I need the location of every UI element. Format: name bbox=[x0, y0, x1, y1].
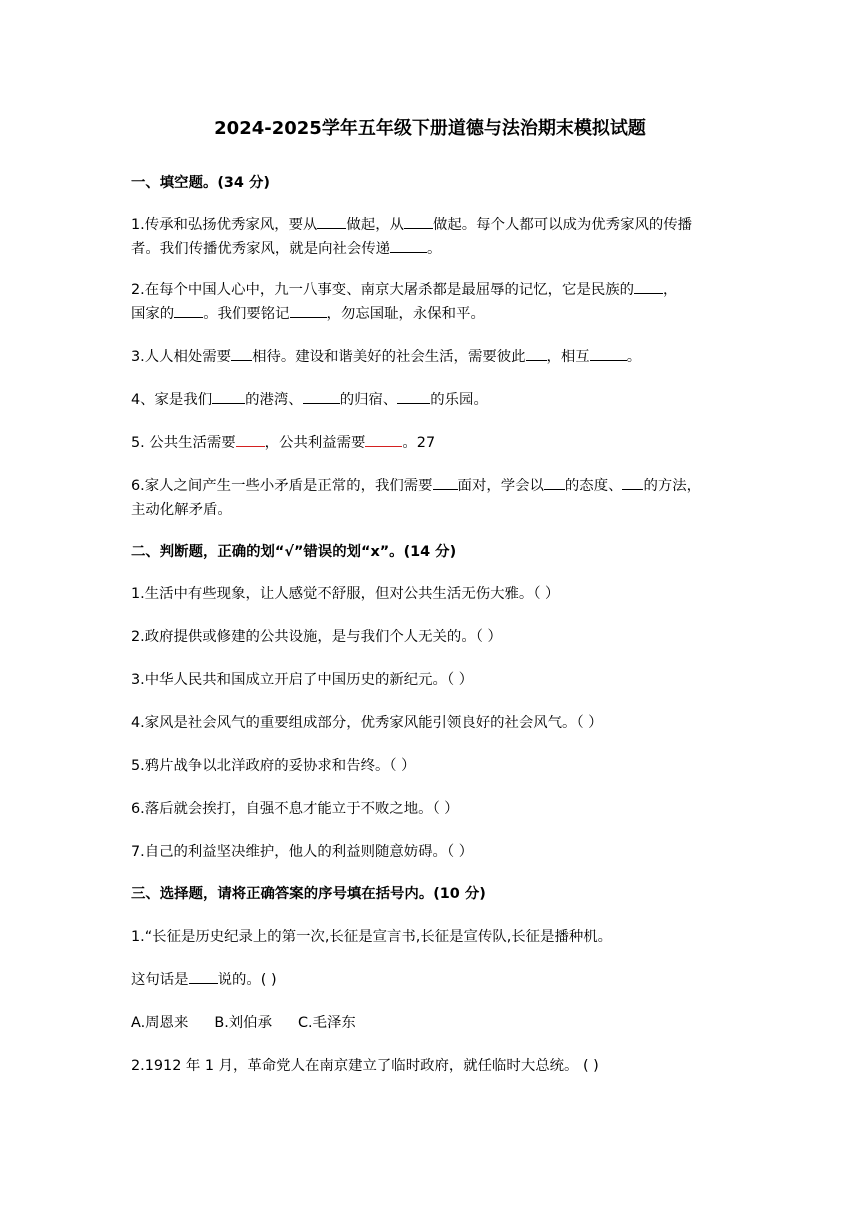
text: ，公共利益需要 bbox=[264, 435, 366, 451]
answer-blank[interactable] bbox=[590, 346, 627, 361]
tf-question-3: 3.中华人民共和国成立开启了中国历史的新纪元。（ ） bbox=[131, 672, 474, 688]
tf-question-5: 5.鸦片战争以北洋政府的妥协求和告终。（ ） bbox=[131, 758, 416, 774]
question-1-line1 bbox=[131, 214, 741, 237]
answer-blank[interactable] bbox=[404, 214, 433, 229]
text: ，相互 bbox=[546, 349, 590, 365]
question-2-line2 bbox=[131, 303, 741, 326]
section-heading-true-false: 二、判断题，正确的划“√”错误的划“x”。(14 分) bbox=[131, 544, 457, 560]
mc-question-2-line1: 2.1912 年 1 月，革命党人在南京建立了临时政府，就任临时大总统。 ( ) bbox=[131, 1058, 599, 1074]
mc-question-1-options bbox=[131, 1012, 741, 1035]
page-title: 2024-2025学年五年级下册道德与法治期末模拟试题 bbox=[214, 118, 646, 139]
question-6-line1 bbox=[131, 475, 741, 498]
text: ，勿忘国耻，永保和平。 bbox=[326, 306, 485, 322]
question-5 bbox=[131, 432, 741, 455]
text: 相待。建设和谐美好的社会生活，需要彼此 bbox=[252, 349, 526, 365]
option-a[interactable]: A.周恩来 bbox=[131, 1015, 189, 1031]
mc-question-1-line1: 1.“长征是历史纪录上的第一次,长征是宣言书,长征是宣传队,长征是播种机。 bbox=[131, 929, 613, 945]
tf-question-6: 6.落后就会挨打，自强不息才能立于不败之地。（ ） bbox=[131, 801, 459, 817]
text: 3.人人相处需要 bbox=[131, 349, 232, 365]
text: 的乐园。 bbox=[430, 392, 488, 408]
text: 做起，从 bbox=[346, 217, 404, 233]
section-heading-multiple-choice: 三、选择题，请将正确答案的序号填在括号内。(10 分) bbox=[131, 886, 486, 902]
text: 。 bbox=[427, 241, 442, 257]
mc-question-1-line2 bbox=[131, 969, 741, 992]
text: 5. 公共生活需要 bbox=[131, 435, 236, 451]
answer-blank[interactable] bbox=[544, 475, 565, 490]
text: 2.在每个中国人心中，九一八事变、南京大屠杀都是最屈辱的记忆，它是民族的 bbox=[131, 282, 635, 298]
text: 。 bbox=[626, 349, 642, 365]
answer-blank[interactable] bbox=[365, 432, 402, 447]
text: 。我们要铭记 bbox=[203, 306, 290, 322]
option-c[interactable]: C.毛泽东 bbox=[297, 1015, 356, 1031]
text: 这句话是 bbox=[131, 972, 189, 988]
tf-question-4: 4.家风是社会风气的重要组成部分，优秀家风能引领良好的社会风气。（ ） bbox=[131, 715, 603, 731]
text: 的方法， bbox=[643, 478, 702, 494]
answer-blank[interactable] bbox=[317, 214, 346, 229]
text: ， bbox=[663, 282, 678, 298]
tf-question-1: 1.生活中有些现象，让人感觉不舒服，但对公共生活无伤大雅。（ ） bbox=[131, 586, 560, 602]
section-heading-fill-blank: 一、填空题。(34 分) bbox=[131, 175, 270, 191]
text: 的归宿、 bbox=[339, 392, 398, 408]
question-2-line1 bbox=[131, 279, 741, 302]
answer-blank[interactable] bbox=[526, 346, 547, 361]
answer-blank[interactable] bbox=[290, 303, 327, 318]
answer-blank[interactable] bbox=[212, 389, 245, 404]
answer-blank[interactable] bbox=[433, 475, 458, 490]
text: 者。我们传播优秀家风，就是向社会传递 bbox=[131, 241, 391, 257]
text: 4、家是我们 bbox=[131, 392, 213, 408]
answer-blank[interactable] bbox=[174, 303, 203, 318]
question-4 bbox=[131, 389, 741, 412]
tf-question-2: 2.政府提供或修建的公共设施，是与我们个人无关的。（ ） bbox=[131, 629, 502, 645]
question-6-line2 bbox=[131, 499, 741, 522]
answer-blank[interactable] bbox=[303, 389, 340, 404]
question-1-line2 bbox=[131, 238, 741, 261]
answer-blank[interactable] bbox=[390, 238, 427, 253]
text: 6.家人之间产生一些小矛盾是正常的，我们需要 bbox=[131, 478, 433, 494]
answer-blank[interactable] bbox=[622, 475, 643, 490]
answer-blank[interactable] bbox=[231, 346, 252, 361]
text: 。27 bbox=[402, 435, 436, 451]
text: 做起。每个人都可以成为优秀家风的传播 bbox=[433, 217, 693, 233]
text: 说的。( ) bbox=[217, 972, 277, 988]
answer-blank[interactable] bbox=[397, 389, 430, 404]
answer-blank[interactable] bbox=[236, 432, 265, 447]
answer-blank[interactable] bbox=[634, 279, 663, 294]
text: 面对，学会以 bbox=[457, 478, 544, 494]
option-b[interactable]: B.刘伯承 bbox=[214, 1015, 272, 1031]
text: 的态度、 bbox=[564, 478, 623, 494]
text: 主动化解矛盾。 bbox=[131, 502, 232, 518]
text: 1.传承和弘扬优秀家风，要从 bbox=[131, 217, 318, 233]
tf-question-7: 7.自己的利益坚决维护，他人的利益则随意妨碍。（ ） bbox=[131, 844, 474, 860]
answer-blank[interactable] bbox=[189, 969, 218, 984]
text: 的港湾、 bbox=[245, 392, 303, 408]
question-3 bbox=[131, 346, 741, 369]
text: 国家的 bbox=[131, 306, 175, 322]
